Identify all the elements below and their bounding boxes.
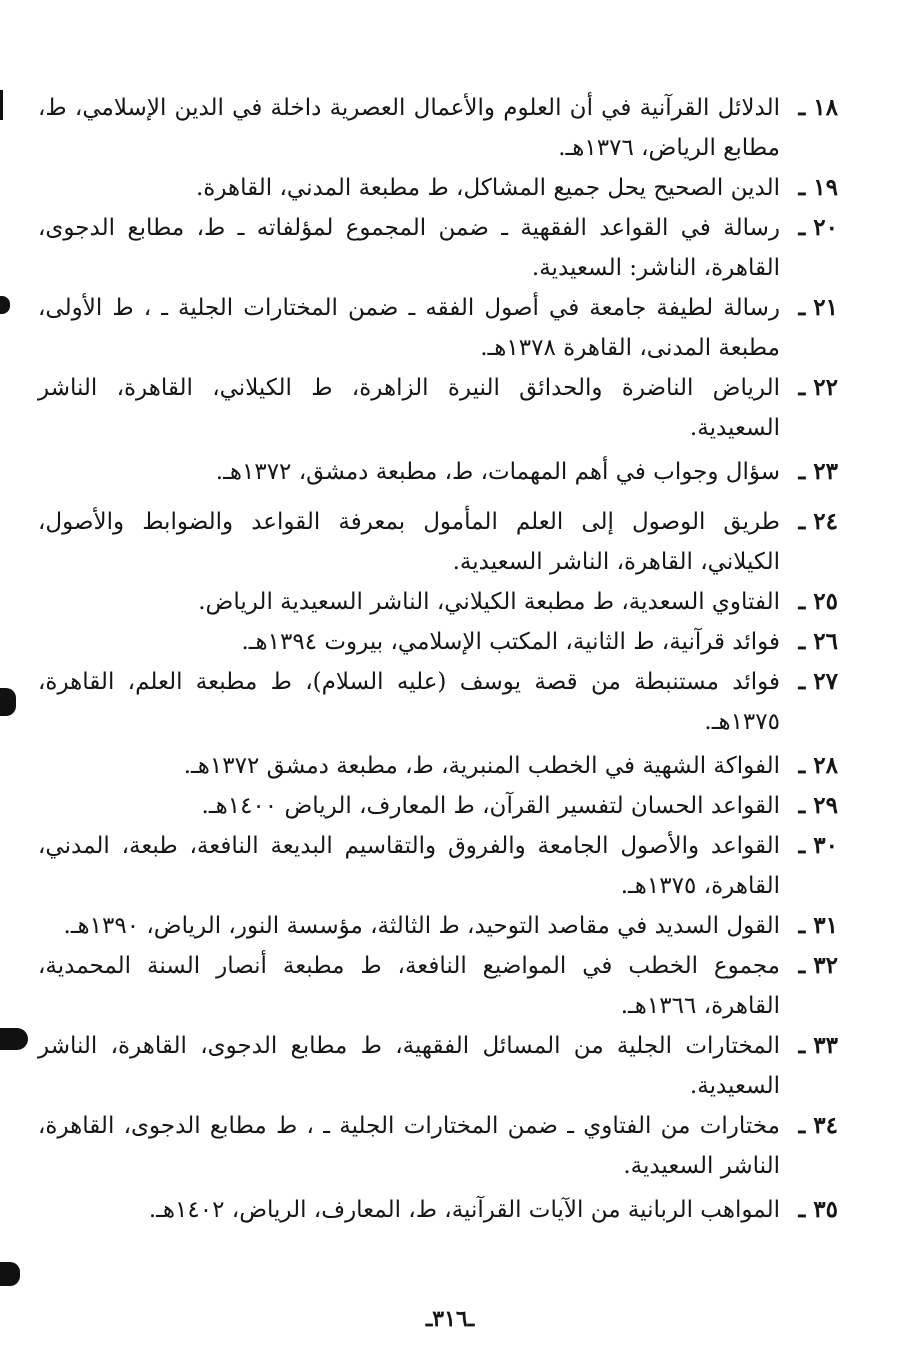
entry-text: الرياض الناضرة والحدائق النيرة الزاهرة، ط الكيلاني، القاهرة، الناشر السعيدية.	[38, 375, 780, 441]
entry-text: مجموع الخطب في المواضيع النافعة، ط مطبعة أنصار السنة المحمدية، القاهرة، ١٣٦٦هـ.	[38, 953, 780, 1019]
entry-text: طريق الوصول إلى العلم المأمول بمعرفة القواعد والضوابط والأصول، الكيلاني، القاهرة، الناشر السعيدية.	[38, 509, 780, 575]
bibliography-entry-31	[38, 906, 838, 946]
entry-number: ٢١ ـ	[798, 294, 838, 321]
scan-edge-mark	[0, 296, 10, 314]
bibliography-entry-19	[38, 168, 838, 208]
bibliography-entry-18	[38, 88, 838, 168]
entry-text: مختارات من الفتاوي ـ ضمن المختارات الجلية ـ ، ط مطابع الدجوى، القاهرة، الناشر السعيدية.	[38, 1113, 780, 1179]
entry-number: ٣٤ ـ	[798, 1112, 838, 1139]
entry-text: المختارات الجلية من المسائل الفقهية، ط مطابع الدجوى، القاهرة، الناشر السعيدية.	[38, 1033, 780, 1099]
entry-number: ٢٩ ـ	[798, 792, 838, 819]
entry-number: ٣٢ ـ	[798, 952, 838, 979]
bibliography-entry-29	[38, 786, 838, 826]
bibliography-entry-26	[38, 622, 838, 662]
bibliography-entry-28	[38, 746, 838, 786]
bibliography-entry-32	[38, 946, 838, 1026]
bibliography-entry-22	[38, 368, 838, 448]
entry-text: الدلائل القرآنية في أن العلوم والأعمال العصرية داخلة في الدين الإسلامي، ط، مطابع الرياض، ١٣٧٦هـ.	[38, 95, 780, 161]
entry-text: رسالة في القواعد الفقهية ـ ضمن المجموع لمؤلفاته ـ ط، مطابع الدجوى، القاهرة، الناشر: السعيدية.	[38, 215, 780, 281]
scan-edge-mark	[0, 1028, 28, 1050]
entry-text: القول السديد في مقاصد التوحيد، ط الثالثة، مؤسسة النور، الرياض، ١٣٩٠هـ.	[63, 913, 780, 939]
entry-number: ٢٣ ـ	[798, 458, 838, 485]
bibliography-entry-33	[38, 1026, 838, 1106]
bibliography-entry-35	[38, 1190, 838, 1230]
scan-edge-mark	[0, 688, 16, 716]
scan-edge-mark	[0, 1262, 20, 1286]
entry-number: ٢٢ ـ	[798, 374, 838, 401]
entry-number: ٢٠ ـ	[798, 214, 838, 241]
entry-number: ٣٥ ـ	[798, 1196, 838, 1223]
entry-number: ٣١ ـ	[798, 912, 838, 939]
entry-number: ٢٦ ـ	[798, 628, 838, 655]
bibliography-list	[38, 88, 838, 1230]
bibliography-entry-24	[38, 502, 838, 582]
entry-text: سؤال وجواب في أهم المهمات، ط، مطبعة دمشق، ١٣٧٢هـ.	[215, 459, 780, 485]
entry-text: فوائد مستنبطة من قصة يوسف (عليه السلام)، ط مطبعة العلم، القاهرة، ١٣٧٥هـ.	[38, 669, 780, 735]
bibliography-entry-23	[38, 452, 838, 492]
page-number: ـ٣١٦ـ	[425, 1306, 475, 1332]
bibliography-entry-34	[38, 1106, 838, 1186]
entry-text: المواهب الربانية من الآيات القرآنية، ط، المعارف، الرياض، ١٤٠٢هـ.	[148, 1197, 780, 1223]
bibliography-entry-25	[38, 582, 838, 622]
bibliography-entry-20	[38, 208, 838, 288]
entry-number: ٣٣ ـ	[798, 1032, 838, 1059]
bibliography-entry-27	[38, 662, 838, 742]
entry-text: رسالة لطيفة جامعة في أصول الفقه ـ ضمن المختارات الجلية ـ ، ط الأولى، مطبعة المدنى، القاهرة ١٣٧٨هـ.	[38, 295, 780, 361]
entry-number: ٢٧ ـ	[798, 668, 838, 695]
entry-number: ٢٥ ـ	[798, 588, 838, 615]
entry-number: ٣٠ ـ	[798, 832, 838, 859]
entry-text: القواعد الحسان لتفسير القرآن، ط المعارف، الرياض ١٤٠٠هـ.	[201, 793, 780, 819]
entry-text: الدين الصحيح يحل جميع المشاكل، ط مطبعة المدني، القاهرة.	[195, 175, 780, 201]
entry-text: الفواكة الشهية في الخطب المنبرية، ط، مطبعة دمشق ١٣٧٢هـ.	[183, 753, 780, 779]
entry-number: ٢٤ ـ	[798, 508, 838, 535]
entry-number: ٢٨ ـ	[798, 752, 838, 779]
entry-text: القواعد والأصول الجامعة والفروق والتقاسيم البديعة النافعة، طبعة، المدني، القاهرة، ١٣٧٥هـ.	[38, 833, 780, 899]
entry-text: الفتاوي السعدية، ط مطبعة الكيلاني، الناشر السعيدية الرياض.	[198, 589, 780, 615]
entry-number: ١٨ ـ	[798, 94, 838, 121]
entry-text: فوائد قرآنية، ط الثانية، المكتب الإسلامي، بيروت ١٣٩٤هـ.	[241, 629, 780, 655]
scan-edge-mark	[0, 90, 3, 120]
bibliography-entry-21	[38, 288, 838, 368]
entry-number: ١٩ ـ	[798, 174, 838, 201]
bibliography-entry-30	[38, 826, 838, 906]
